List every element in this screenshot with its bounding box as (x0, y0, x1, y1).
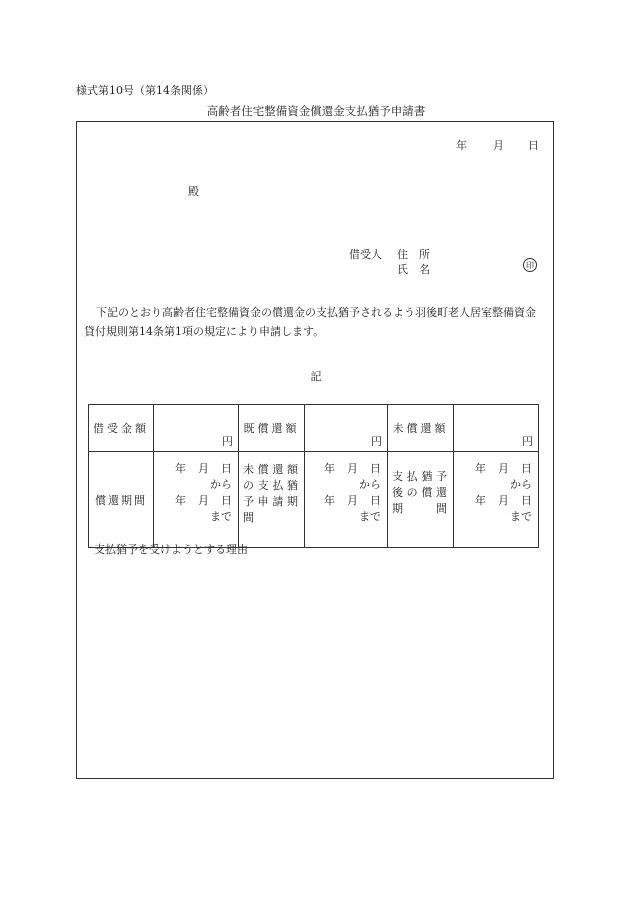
month-label: 月 (347, 494, 358, 507)
year-label: 年 (324, 462, 335, 475)
applicant-role: 借受人 (349, 248, 382, 261)
day-label: 日 (521, 462, 532, 475)
day-label: 日 (221, 494, 232, 507)
yen-unit: 円 (522, 435, 533, 448)
month-label: 月 (498, 462, 509, 475)
year-label: 年 (475, 462, 486, 475)
date-day-label: 日 (528, 139, 539, 152)
amount-row (89, 405, 539, 452)
from-label: から (210, 478, 232, 491)
period-row (89, 452, 539, 548)
day-label: 日 (521, 494, 532, 507)
deferral-period-label-line: 予申請期 (243, 495, 300, 508)
addressee-suffix: 殿 (188, 185, 199, 198)
deferral-period-label-cell (239, 452, 305, 548)
until-label: まで (510, 510, 532, 523)
yen-unit: 円 (222, 435, 233, 448)
form-number: 様式第10号（第14条関係） (76, 84, 214, 97)
until-label: まで (359, 510, 381, 523)
application-statement: 下記のとおり高齢者住宅整備資金の償還金の支払猶予されるよう羽後町老人居室整備資金貸付規則第14条第1項の規定により申請します。 (84, 306, 536, 338)
repayment-period-label-cell (89, 452, 154, 548)
ki-heading: 記 (310, 370, 322, 383)
year-label: 年 (175, 494, 186, 507)
month-label: 月 (347, 462, 358, 475)
from-label: から (359, 478, 381, 491)
seal-mark: 印 (523, 258, 537, 272)
borrowed-amount-field[interactable] (154, 405, 239, 452)
post-deferral-label-line: 支払猶予 (392, 470, 449, 483)
post-deferral-label-cell (388, 452, 454, 548)
until-label: まで (210, 510, 232, 523)
date-year-label: 年 (456, 139, 467, 152)
deferral-period-field[interactable] (305, 452, 388, 548)
day-label: 日 (370, 494, 381, 507)
year-label: 年 (324, 494, 335, 507)
from-label: から (510, 478, 532, 491)
repayment-period-field[interactable] (154, 452, 239, 548)
borrowed-amount-label-cell (89, 405, 154, 452)
deferral-period-label-line: 未償還額 (243, 463, 300, 476)
unpaid-amount-field[interactable] (454, 405, 539, 452)
address-label: 住 所 (397, 248, 430, 261)
deferral-period-label-line: 間 (243, 511, 256, 524)
post-deferral-period-field[interactable] (454, 452, 539, 548)
deferral-period-label-line: の支払猶 (243, 479, 300, 492)
day-label: 日 (370, 462, 381, 475)
month-label: 月 (198, 462, 209, 475)
name-label: 氏 名 (397, 263, 430, 276)
borrowed-amount-label: 借受金額 (93, 422, 149, 435)
repaid-amount-label-cell (239, 405, 305, 452)
repaid-amount-label: 既償還額 (243, 422, 300, 435)
year-label: 年 (175, 462, 186, 475)
loan-table (88, 404, 539, 548)
unpaid-amount-label-cell (388, 405, 454, 452)
month-label: 月 (498, 494, 509, 507)
yen-unit: 円 (371, 435, 382, 448)
post-deferral-label-line: 期 間 (392, 502, 449, 515)
repayment-period-label: 償還期間 (95, 493, 147, 507)
day-label: 日 (221, 462, 232, 475)
unpaid-amount-label: 未償還額 (392, 422, 449, 435)
reason-label: 支払猶予を受けようとする理由 (94, 543, 248, 556)
post-deferral-label-line: 後の償還 (392, 486, 449, 499)
date-month-label: 月 (493, 139, 504, 152)
month-label: 月 (198, 494, 209, 507)
year-label: 年 (475, 494, 486, 507)
document-title: 高齢者住宅整備資金償還金支払猶予申請書 (206, 104, 426, 118)
repaid-amount-field[interactable] (305, 405, 388, 452)
